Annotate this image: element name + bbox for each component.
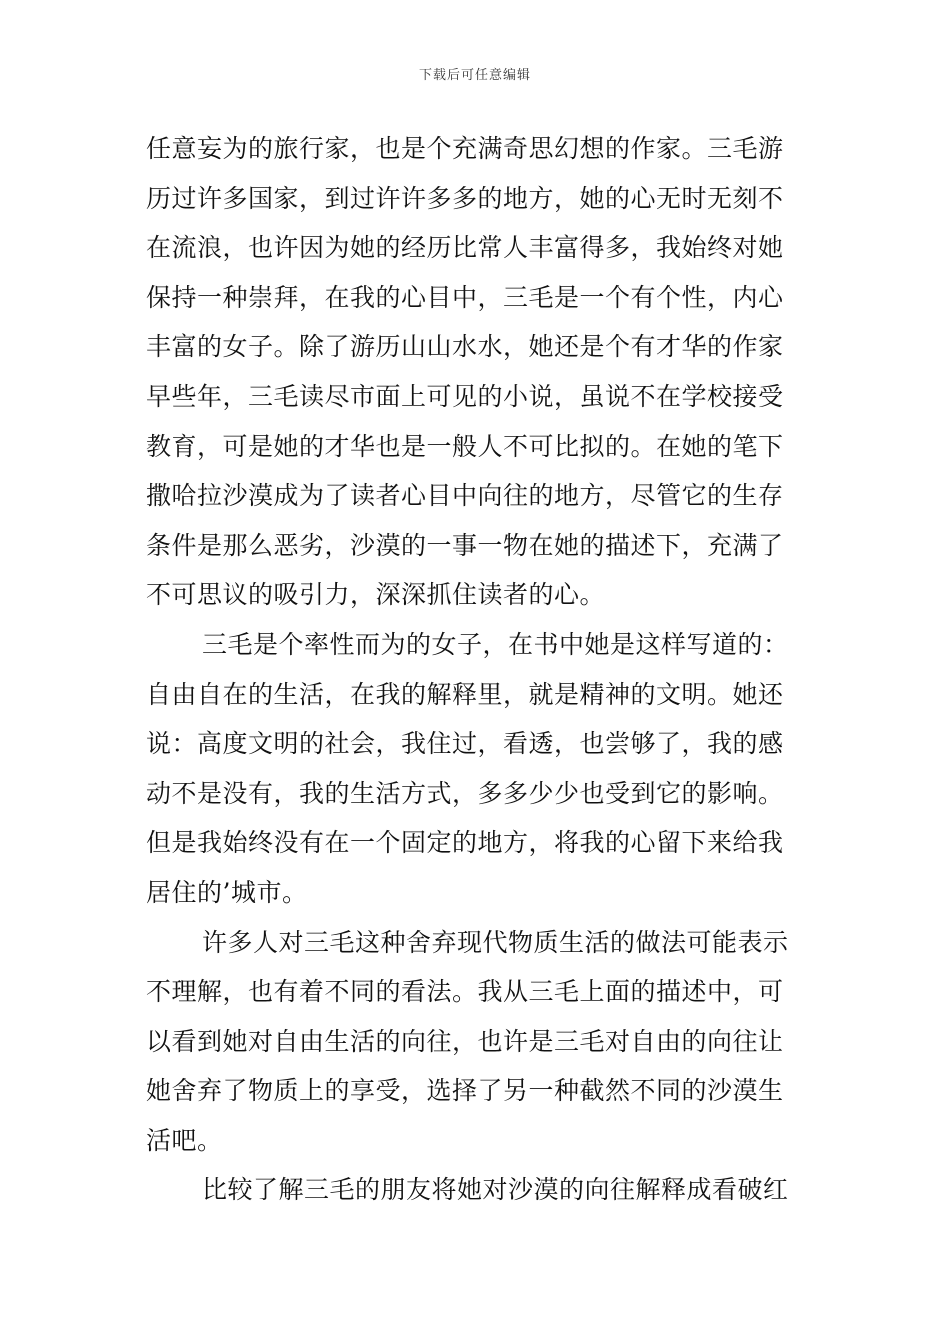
- text-line: 早些年，三毛读尽市面上可见的小说，虽说不在学校接受: [146, 381, 784, 411]
- text-line: 撒哈拉沙漠成为了读者心目中向往的地方，尽管它的生存: [146, 481, 784, 511]
- paragraph-1: [146, 124, 808, 620]
- text-line: 她舍弃了物质上的享受，选择了另一种截然不同的沙漠生: [146, 1076, 784, 1106]
- text-line: 自由自在的生活，在我的解释里，就是精神的文明。她还: [146, 679, 784, 709]
- text-line: 以看到她对自由生活的向往，也许是三毛对自由的向往让: [146, 1026, 784, 1056]
- text-line: 动不是没有，我的生活方式，多多少少也受到它的影响。: [146, 778, 784, 808]
- text-line: 说：高度文明的社会，我住过，看透，也尝够了，我的感: [146, 729, 784, 759]
- text-line: 任意妄为的旅行家，也是个充满奇思幻想的作家。三毛游: [146, 134, 784, 163]
- text-line: 不理解，也有着不同的看法。我从三毛上面的描述中，可: [146, 977, 784, 1007]
- text-line: 在流浪，也许因为她的经历比常人丰富得多，我始终对她: [146, 233, 784, 263]
- text-line: 历过许多国家，到过许许多多的地方，她的心无时无刻不: [146, 183, 784, 213]
- paragraph-4: [146, 1165, 808, 1215]
- text-line: 教育，可是她的才华也是一般人不可比拟的。在她的笔下: [146, 431, 784, 461]
- document-body: [146, 124, 808, 1215]
- text-line: 但是我始终没有在一个固定的地方，将我的心留下来给我: [146, 828, 784, 858]
- paragraph-2: [146, 620, 808, 918]
- page-header: 下载后可任意编辑: [418, 68, 531, 83]
- text-line: 丰富的女子。除了游历山山水水，她还是个有才华的作家: [146, 332, 784, 362]
- text-line-indented: 三毛是个率性而为的女子，在书中她是这样写道的：: [202, 629, 789, 659]
- text-line: 居住的’城市。: [146, 877, 308, 907]
- text-line-indented: 比较了解三毛的朋友将她对沙漠的向往解释成看破红: [202, 1175, 789, 1205]
- text-line-indented: 许多人对三毛这种舍弃现代物质生活的做法可能表示: [202, 927, 789, 957]
- text-line: 保持一种崇拜，在我的心目中，三毛是一个有个性，内心: [146, 282, 784, 312]
- text-line: 不可思议的吸引力，深深抓住读者的心。: [146, 580, 606, 610]
- text-line: 条件是那么恶劣，沙漠的一事一物在她的描述下，充满了: [146, 530, 784, 560]
- text-line: 活吧。: [146, 1125, 223, 1155]
- paragraph-3: [146, 918, 808, 1166]
